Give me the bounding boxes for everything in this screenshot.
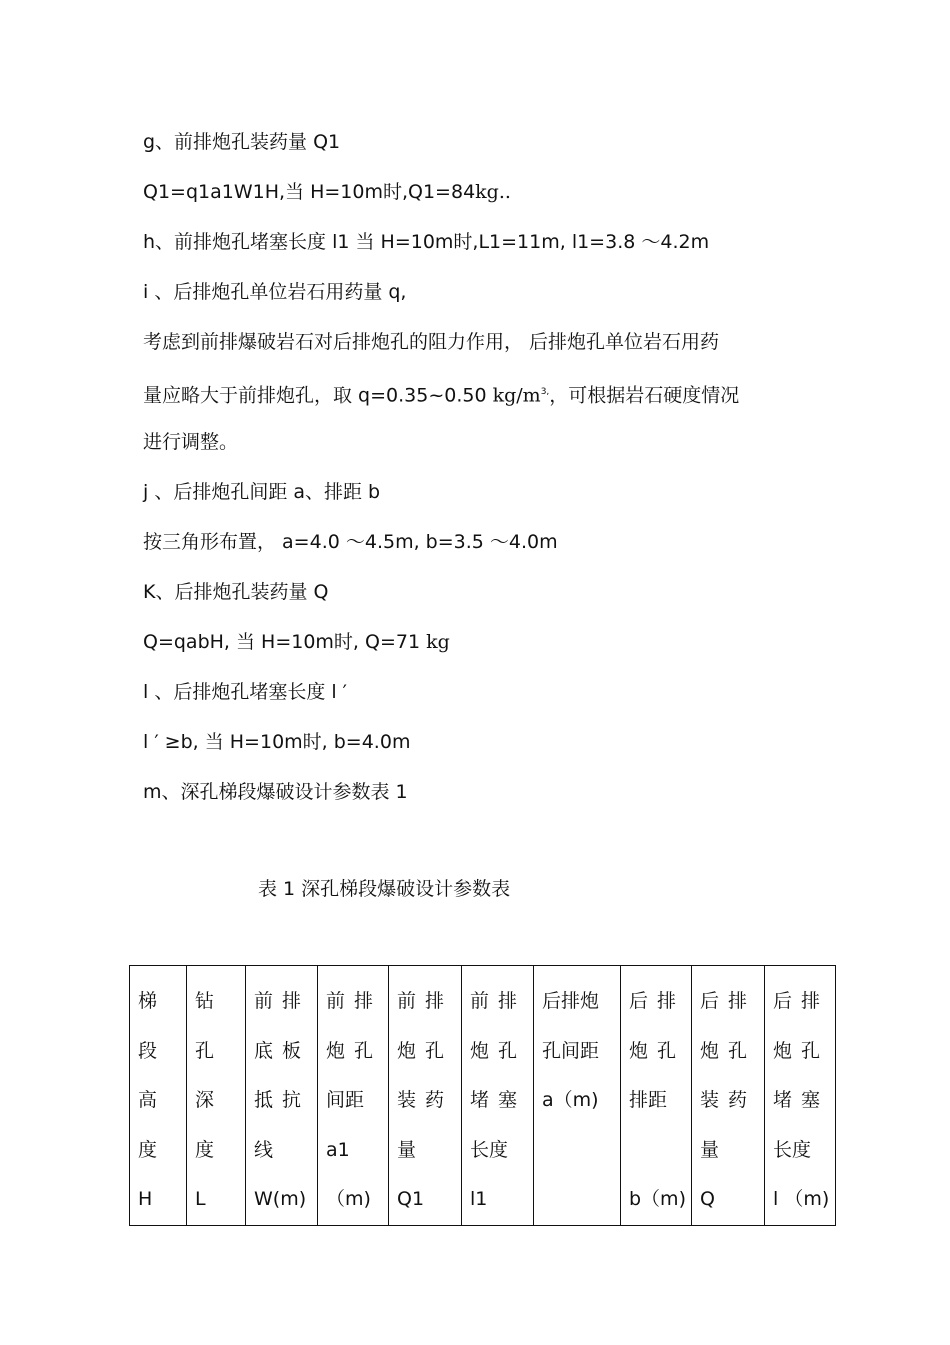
header-text-line: H bbox=[138, 1188, 153, 1210]
header-text-line: 段 bbox=[138, 1039, 158, 1062]
table-header-row bbox=[130, 966, 836, 1226]
header-text-line: Q1 bbox=[397, 1188, 425, 1210]
header-text-line: 炮孔 bbox=[397, 1039, 454, 1062]
header-text-line: l （m) bbox=[773, 1188, 830, 1210]
header-text-line bbox=[542, 1175, 620, 1225]
text-segment: ，可根据岩石硬度情况 bbox=[549, 384, 740, 407]
header-text-line: 前排 bbox=[254, 990, 311, 1012]
header-text-line: 孔间距 bbox=[542, 1039, 600, 1062]
header-text-line: 线 bbox=[254, 1138, 274, 1161]
table-caption: 表 1 深孔梯段爆破设计参数表 bbox=[258, 878, 511, 900]
header-text-line: 度 bbox=[138, 1138, 158, 1161]
table-header-cell bbox=[389, 966, 462, 1226]
section-g-formula bbox=[143, 179, 511, 205]
section-i-text-2 bbox=[143, 379, 739, 408]
header-text-line: a1 bbox=[326, 1138, 350, 1161]
table-header-cell bbox=[318, 966, 389, 1226]
superscript: 3, bbox=[540, 387, 550, 397]
header-text-line: 量 bbox=[397, 1138, 417, 1161]
formula-text: Q1=q1a1W1H,当 H=10m时,Q1=84 bbox=[143, 181, 476, 203]
table-header-cell bbox=[692, 966, 765, 1226]
section-g-heading: g、前排炮孔装药量 Q1 bbox=[143, 131, 341, 153]
header-text-line: 度 bbox=[195, 1138, 215, 1161]
section-l-heading: l 、后排炮孔堵塞长度 l ′ bbox=[143, 681, 347, 703]
section-m-heading: m、深孔梯段爆破设计参数表 1 bbox=[143, 781, 408, 803]
header-text-line: 装药 bbox=[700, 1089, 757, 1111]
unit-text: kg.. bbox=[475, 181, 511, 203]
header-text-line: 炮孔 bbox=[629, 1039, 686, 1062]
header-text-line: 炮孔 bbox=[700, 1039, 757, 1062]
header-text-line bbox=[629, 1126, 691, 1176]
section-i-heading: i 、后排炮孔单位岩石用药量 q, bbox=[143, 281, 407, 303]
table-header-cell bbox=[621, 966, 692, 1226]
table-header-cell bbox=[130, 966, 187, 1226]
parameter-table bbox=[129, 965, 836, 1226]
section-j-heading: j 、后排炮孔间距 a、排距 b bbox=[143, 481, 381, 503]
header-text-line: 炮孔 bbox=[773, 1039, 830, 1062]
header-text-line: 钻 bbox=[195, 990, 215, 1012]
table-header-cell bbox=[765, 966, 836, 1226]
header-text-line: （m) bbox=[326, 1188, 371, 1210]
header-text-line: a（m) bbox=[542, 1089, 599, 1111]
header-text-line: 后排 bbox=[700, 990, 757, 1012]
section-i-text-1: 考虑到前排爆破岩石对后排炮孔的阻力作用， 后排炮孔单位岩石用药 bbox=[143, 331, 720, 353]
header-text-line: 后排 bbox=[629, 990, 686, 1012]
section-k-formula bbox=[143, 629, 450, 655]
section-k-heading: K、后排炮孔装药量 Q bbox=[143, 581, 329, 603]
header-text-line: 前排 bbox=[397, 990, 454, 1012]
section-i-text-3: 进行调整。 bbox=[143, 431, 239, 453]
header-text-line: 底板 bbox=[254, 1039, 311, 1062]
section-l-formula: l ′ ≥b, 当 H=10m时, b=4.0m bbox=[143, 731, 411, 753]
header-text-line: 孔 bbox=[195, 1039, 215, 1062]
unit-text: kg/m bbox=[492, 384, 541, 407]
header-text-line: l1 bbox=[470, 1188, 488, 1210]
header-text-line: 前排 bbox=[326, 990, 383, 1012]
header-text-line: 堵塞 bbox=[773, 1089, 830, 1111]
header-text-line: 深 bbox=[195, 1089, 215, 1111]
header-text-line: 炮孔 bbox=[326, 1039, 383, 1062]
header-text-line: 堵塞 bbox=[470, 1089, 527, 1111]
header-text-line: 后排 bbox=[773, 990, 830, 1012]
header-text-line: 排距 bbox=[629, 1089, 668, 1111]
section-h-heading: h、前排炮孔堵塞长度 l1 当 H=10m时,L1=11m, l1=3.8 ～4.2m bbox=[143, 231, 710, 253]
formula-text: Q=qabH, 当 H=10m时, Q=71 bbox=[143, 631, 421, 653]
table-header-cell bbox=[187, 966, 246, 1226]
header-text-line: 高 bbox=[138, 1089, 158, 1111]
table-header-cell bbox=[534, 966, 621, 1226]
section-j-text: 按三角形布置， a=4.0 ～4.5m, b=3.5 ～4.0m bbox=[143, 531, 558, 553]
header-text-line: 量 bbox=[700, 1138, 720, 1161]
header-text-line: b（m) bbox=[629, 1188, 686, 1210]
header-text-line: 长度 bbox=[773, 1138, 812, 1161]
unit-text: kg bbox=[426, 631, 450, 653]
header-text-line: 前排 bbox=[470, 990, 527, 1012]
header-text-line: 长度 bbox=[470, 1138, 509, 1161]
header-text-line bbox=[542, 1126, 620, 1176]
header-text-line: 装药 bbox=[397, 1089, 454, 1111]
header-text-line: 抵抗 bbox=[254, 1089, 311, 1111]
header-text-line: 间距 bbox=[326, 1089, 365, 1111]
table-header-cell bbox=[246, 966, 318, 1226]
header-text-line: Q bbox=[700, 1188, 715, 1210]
header-text-line: W(m) bbox=[254, 1188, 307, 1210]
header-text-line: 后排炮 bbox=[542, 990, 600, 1012]
header-text-line: 梯 bbox=[138, 990, 158, 1012]
header-text-line: L bbox=[195, 1188, 206, 1210]
header-text-line: 炮孔 bbox=[470, 1039, 527, 1062]
table-header-cell bbox=[462, 966, 534, 1226]
text-segment: 量应略大于前排炮孔，取 q=0.35~0.50 bbox=[143, 384, 487, 407]
